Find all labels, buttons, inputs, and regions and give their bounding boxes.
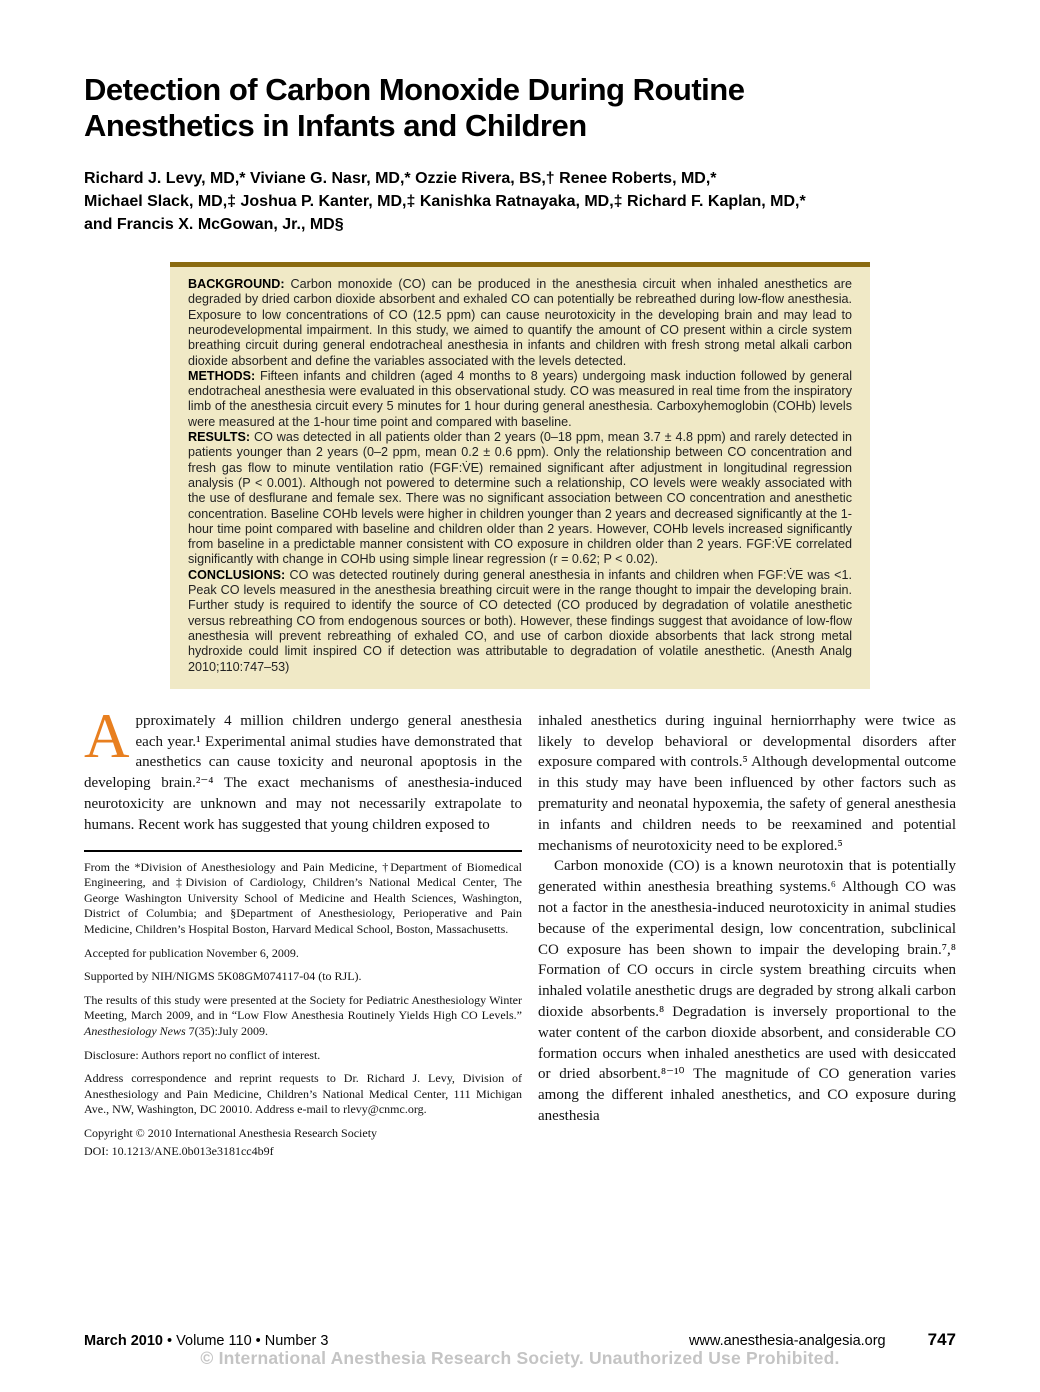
- body-columns: [84, 700, 956, 1159]
- dropcap-letter: A: [84, 700, 130, 771]
- footnote-affiliation: From the *Division of Anesthesiology and Pain Medicine, †Department of Biomedical Engineering, and ‡Division of Cardiology, Children’s National Medical Center, The George Washington University School of Medicine and Health Sciences, Washington, District of Columbia; and §Department of Anesthesiology, Perioperative and Pain Medicine, Children’s Hospital Boston, Harvard Medical School, Boston, Massachusetts.: [84, 859, 522, 936]
- author-line-1: Richard J. Levy, MD,* Viviane G. Nasr, MD,* Ozzie Rivera, BS,† Renee Roberts, MD,*: [84, 169, 717, 187]
- footnote-presented-journal: Anesthesiology News: [84, 1023, 186, 1038]
- footnote-presented: [84, 993, 522, 1040]
- footnote-copyright: Copyright © 2010 International Anesthesia Research Society: [84, 1125, 378, 1140]
- abstract-methods-label: METHODS:: [188, 368, 256, 383]
- intro-paragraph-1-text: pproximately 4 million children undergo general anesthesia each year.¹ Experimental animal studies have demonstrated that anesthetics can cause toxicity and neuronal apoptosis in the developing brain.²⁻⁴ The exact mechanisms of anesthesia-induced neurotoxicity are unknown and may not necessarily extrapolate to humans. Recent work has suggested that young children exposed to: [84, 712, 522, 833]
- abstract-results: [188, 430, 852, 568]
- footnote-presented-pre: The results of this study were presented at the Society for Pediatric Anesthesiology Winter Meeting, March 2009, and in “Low Flow Anesthesia Routinely Yields High CO Levels.”: [84, 992, 522, 1023]
- article-title: [84, 72, 956, 145]
- abstract-methods-text: Fifteen infants and children (aged 4 months to 8 years) undergoing mask induction followed by general endotracheal anesthesia were evaluated in this observational study. CO was measured in real time from the inspiratory limb of the anesthesia circuit every 5 minutes for 1 hour during general anesthesia. Carboxyhemoglobin (COHb) levels were measured at the 1-hour time point and compared with baseline.: [188, 368, 852, 429]
- footnote-doi: DOI: 10.1213/ANE.0b013e3181cc4b9f: [84, 1143, 274, 1158]
- footnote-accepted: Accepted for publication November 6, 2009.: [84, 945, 299, 960]
- abstract-conclusions: [188, 568, 852, 675]
- left-column: [84, 700, 522, 1159]
- abstract-conclusions-text: CO was detected routinely during general anesthesia in infants and children when FGF:V̇E was <1. Peak CO levels measured in the anesthesia breathing circuit were in the range thought to impair the developing brain. Further study is required to identify the source of CO detected (CO produced by degradation of volatile anesthetic versus rebreathing CO from endogenous sources or both). However, these findings suggest that avoidance of low-flow anesthesia will prevent rebreathing of exhaled CO, and use of carbon dioxide absorbents that lack strong metal hydroxide could limit inspired CO if detection was attributable to degradation of volatile anesthetic. (Anesth Analg 2010;110:747–53): [188, 567, 852, 674]
- footer-issue-volume: • Volume 110 • Number 3: [163, 1333, 329, 1349]
- article-title-line2: Anesthetics in Infants and Children: [84, 108, 587, 144]
- right-column: [538, 711, 956, 1159]
- footer-issue-info: [84, 1333, 328, 1349]
- abstract-background-label: BACKGROUND:: [188, 277, 285, 292]
- article-title-line1: Detection of Carbon Monoxide During Routine: [84, 72, 745, 107]
- abstract-box: [170, 262, 870, 689]
- abstract-background-text: Carbon monoxide (CO) can be produced in the anesthesia circuit when inhaled anesthetics are degraded by dried carbon dioxide absorbent and exhaled CO can potentially be rebreathed during low-flow anesthesia. Exposure to low concentrations of CO (12.5 ppm) can cause neurotoxicity in the developing brain and may lead to neurodevelopmental impairment. In this study, we aimed to quantify the amount of CO present within a circle system breathing circuit during general endotracheal anesthesia in infants and children with fresh strong metal alkali carbon dioxide absorbent and define the variables associated with the levels detected.: [188, 277, 852, 368]
- copyright-watermark: © International Anesthesia Research Society. Unauthorized Use Prohibited.: [200, 1348, 840, 1368]
- body-paragraph-3: Carbon monoxide (CO) is a known neurotoxin that is potentially generated within anesthesia breathing systems.⁶ Although CO was not a factor in the anesthesia-induced neurotoxicity in animal studies because of the experimental design, low concentration, subclinical CO exposure has been shown to impair the developing brain.⁷,⁸ Formation of CO occurs in circle system breathing circuits when inhaled volatile anesthetic drugs are degraded by strong alkali carbon dioxide absorbents.⁸ Degradation is inversely proportional to the water content of the carbon dioxide absorbent, and considerable CO formation occurs when inhaled anesthetics are used with desiccated or dried absorbent.⁸⁻¹⁰ The magnitude of CO generation varies among the different inhaled anesthetics, and CO exposure during anesthesia: [538, 858, 956, 1124]
- footer-website: www.anesthesia-analgesia.org: [688, 1333, 886, 1349]
- abstract-results-text: CO was detected in all patients older than 2 years (0–18 ppm, mean 3.7 ± 4.8 ppm) and rarely detected in patients younger than 2 years (0–2 ppm, mean 0.2 ± 0.6 ppm). Only the relationship between CO concentration and fresh gas flow to minute ventilation ratio (FGF:V̇E) remained significant after adjustment in longitudinal regression analysis (P < 0.001). Although not powered to determine such a relationship, CO levels were weakly associated with the use of desflurane and female sex. There was no significant association between CO concentration and anesthetic concentration. Baseline COHb levels were higher in children younger than 2 years and decreased significantly at the 1-hour time point compared with baseline and children older than 2 years. However, COHb levels increased significantly from baseline in a predictable manner consistent with CO exposure in children older than 2 years. FGF:V̇E correlated significantly with change in COHb using simple linear regression (r = 0.62; P < 0.02).: [188, 430, 852, 567]
- author-line-3: and Francis X. McGowan, Jr., MD§: [84, 215, 344, 233]
- footer-page-number: 747: [927, 1330, 956, 1349]
- abstract-background: [188, 277, 852, 369]
- footnote-supported: Supported by NIH/NIGMS 5K08GM074117-04 (to RJL).: [84, 969, 362, 984]
- intro-paragraph-1: [84, 700, 522, 836]
- footnote-presented-post: 7(35):July 2009.: [185, 1023, 268, 1038]
- abstract-results-label: RESULTS:: [188, 430, 251, 445]
- abstract-methods: [188, 369, 852, 430]
- footnote-correspondence: Address correspondence and reprint requests to Dr. Richard J. Levy, Division of Anesthesiology and Pain Medicine, Children’s National Medical Center, 111 Michigan Ave., NW, Washington, DC 20010. Address e-mail to rlevy@cnmc.org.: [84, 1071, 522, 1117]
- footer-right: [689, 1330, 956, 1350]
- author-line-2: Michael Slack, MD,‡ Joshua P. Kanter, MD,‡ Kanishka Ratnayaka, MD,‡ Richard F. Kaplan, MD,*: [84, 192, 806, 210]
- body-paragraph-2: inhaled anesthetics during inguinal herniorrhaphy were twice as likely to develop behavioral or developmental disorders after exposure compared with controls.⁵ Although developmental outcome in this study may have been influenced by other factors such as prematurity and neonatal hypoxemia, the safety of general anesthesia in infants and children needs to be reexamined and potential mechanisms of neurotoxicity need to be explored.⁵: [538, 712, 956, 854]
- page-footer: [84, 1330, 956, 1350]
- abstract-conclusions-label: CONCLUSIONS:: [188, 567, 286, 582]
- footnote-block: [84, 850, 522, 1160]
- footnote-disclosure: Disclosure: Authors report no conflict of interest.: [84, 1047, 321, 1062]
- footer-issue-date: March 2010: [84, 1333, 163, 1349]
- author-list: [84, 167, 956, 237]
